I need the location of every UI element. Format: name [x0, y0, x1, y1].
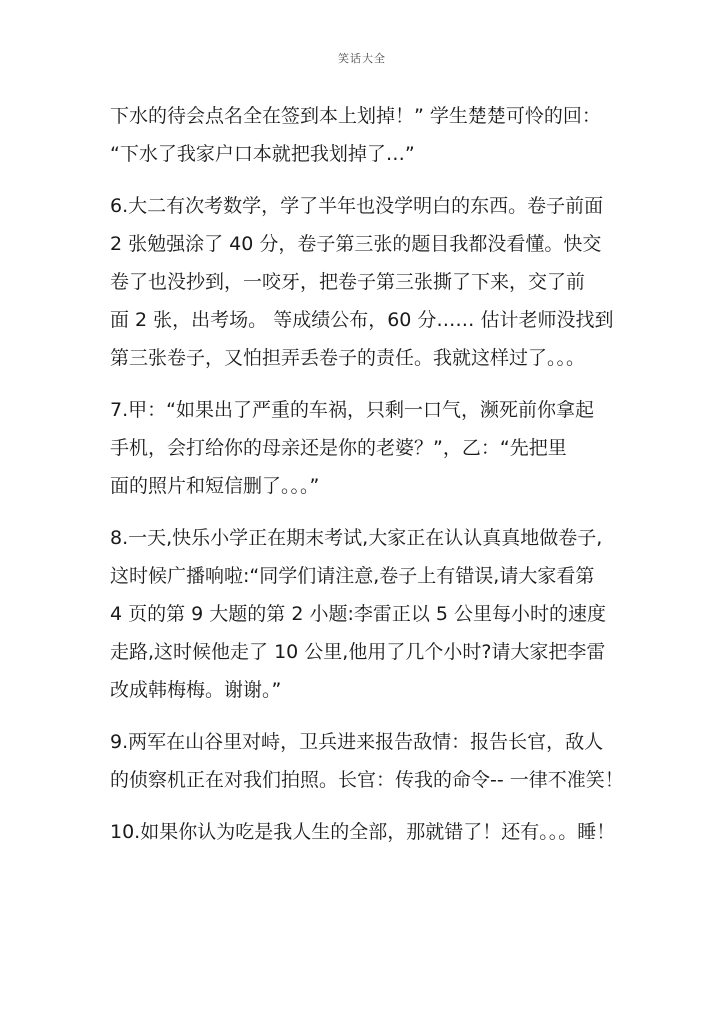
text-line: 的侦察机正在对我们拍照。长官：传我的命令-- 一律不准笑！: [110, 769, 624, 791]
text-line: 这时候广播响啦:“同学们请注意,卷子上有错误,请大家看第: [110, 565, 595, 587]
text-line: 6.大二有次考数学，学了半年也没学明白的东西。卷子前面: [110, 195, 604, 217]
page-header: 笑话大全: [338, 52, 386, 65]
text-line: 走路,这时候他走了 10 公里,他用了几个小时?请大家把李雷: [110, 641, 606, 663]
text-line: 卷了也没抄到，一咬牙，把卷子第三张撕了下来，交了前: [110, 271, 586, 293]
joke-9: [110, 723, 630, 799]
text-line: 4 页的第 9 大题的第 2 小题:李雷正以 5 公里每小时的速度: [110, 603, 607, 625]
joke-6: [110, 187, 630, 377]
text-line: 下水的待会点名全在签到本上划掉！” 学生楚楚可怜的回：: [110, 105, 601, 127]
document-body: [110, 97, 630, 851]
text-line: 手机，会打给你的母亲还是你的老婆？”，乙：“先把里: [110, 437, 567, 459]
text-line: 改成韩梅梅。谢谢。”: [110, 679, 282, 701]
text-line: 第三张卷子，又怕担弄丢卷子的责任。我就这样过了。。。: [110, 347, 586, 369]
text-line: 面的照片和短信删了。。。”: [110, 475, 320, 497]
joke-7: [110, 391, 630, 505]
joke-8: [110, 519, 630, 709]
text-line: 9.两军在山谷里对峙，卫兵进来报告敌情：报告长官，敌人: [110, 731, 604, 753]
text-line: 2 张勉强涂了 40 分，卷子第三张的题目我都没看懂。快交: [110, 233, 602, 255]
text-line: “下水了我家户口本就把我划掉了…”: [110, 143, 415, 165]
text-line: 8.一天,快乐小学正在期末考试,大家正在认认真真地做卷子,: [110, 527, 603, 549]
text-line: 面 2 张，出考场。 等成绩公布，60 分…… 估计老师没找到: [110, 309, 614, 331]
text-line: 7.甲：“如果出了严重的车祸，只剩一口气，濒死前你拿起: [110, 399, 594, 421]
paragraph-continuation: [110, 97, 630, 173]
joke-10: [110, 813, 630, 851]
text-line: 10.如果你认为吃是我人生的全部，那就错了！还有。。。睡！: [110, 821, 616, 843]
